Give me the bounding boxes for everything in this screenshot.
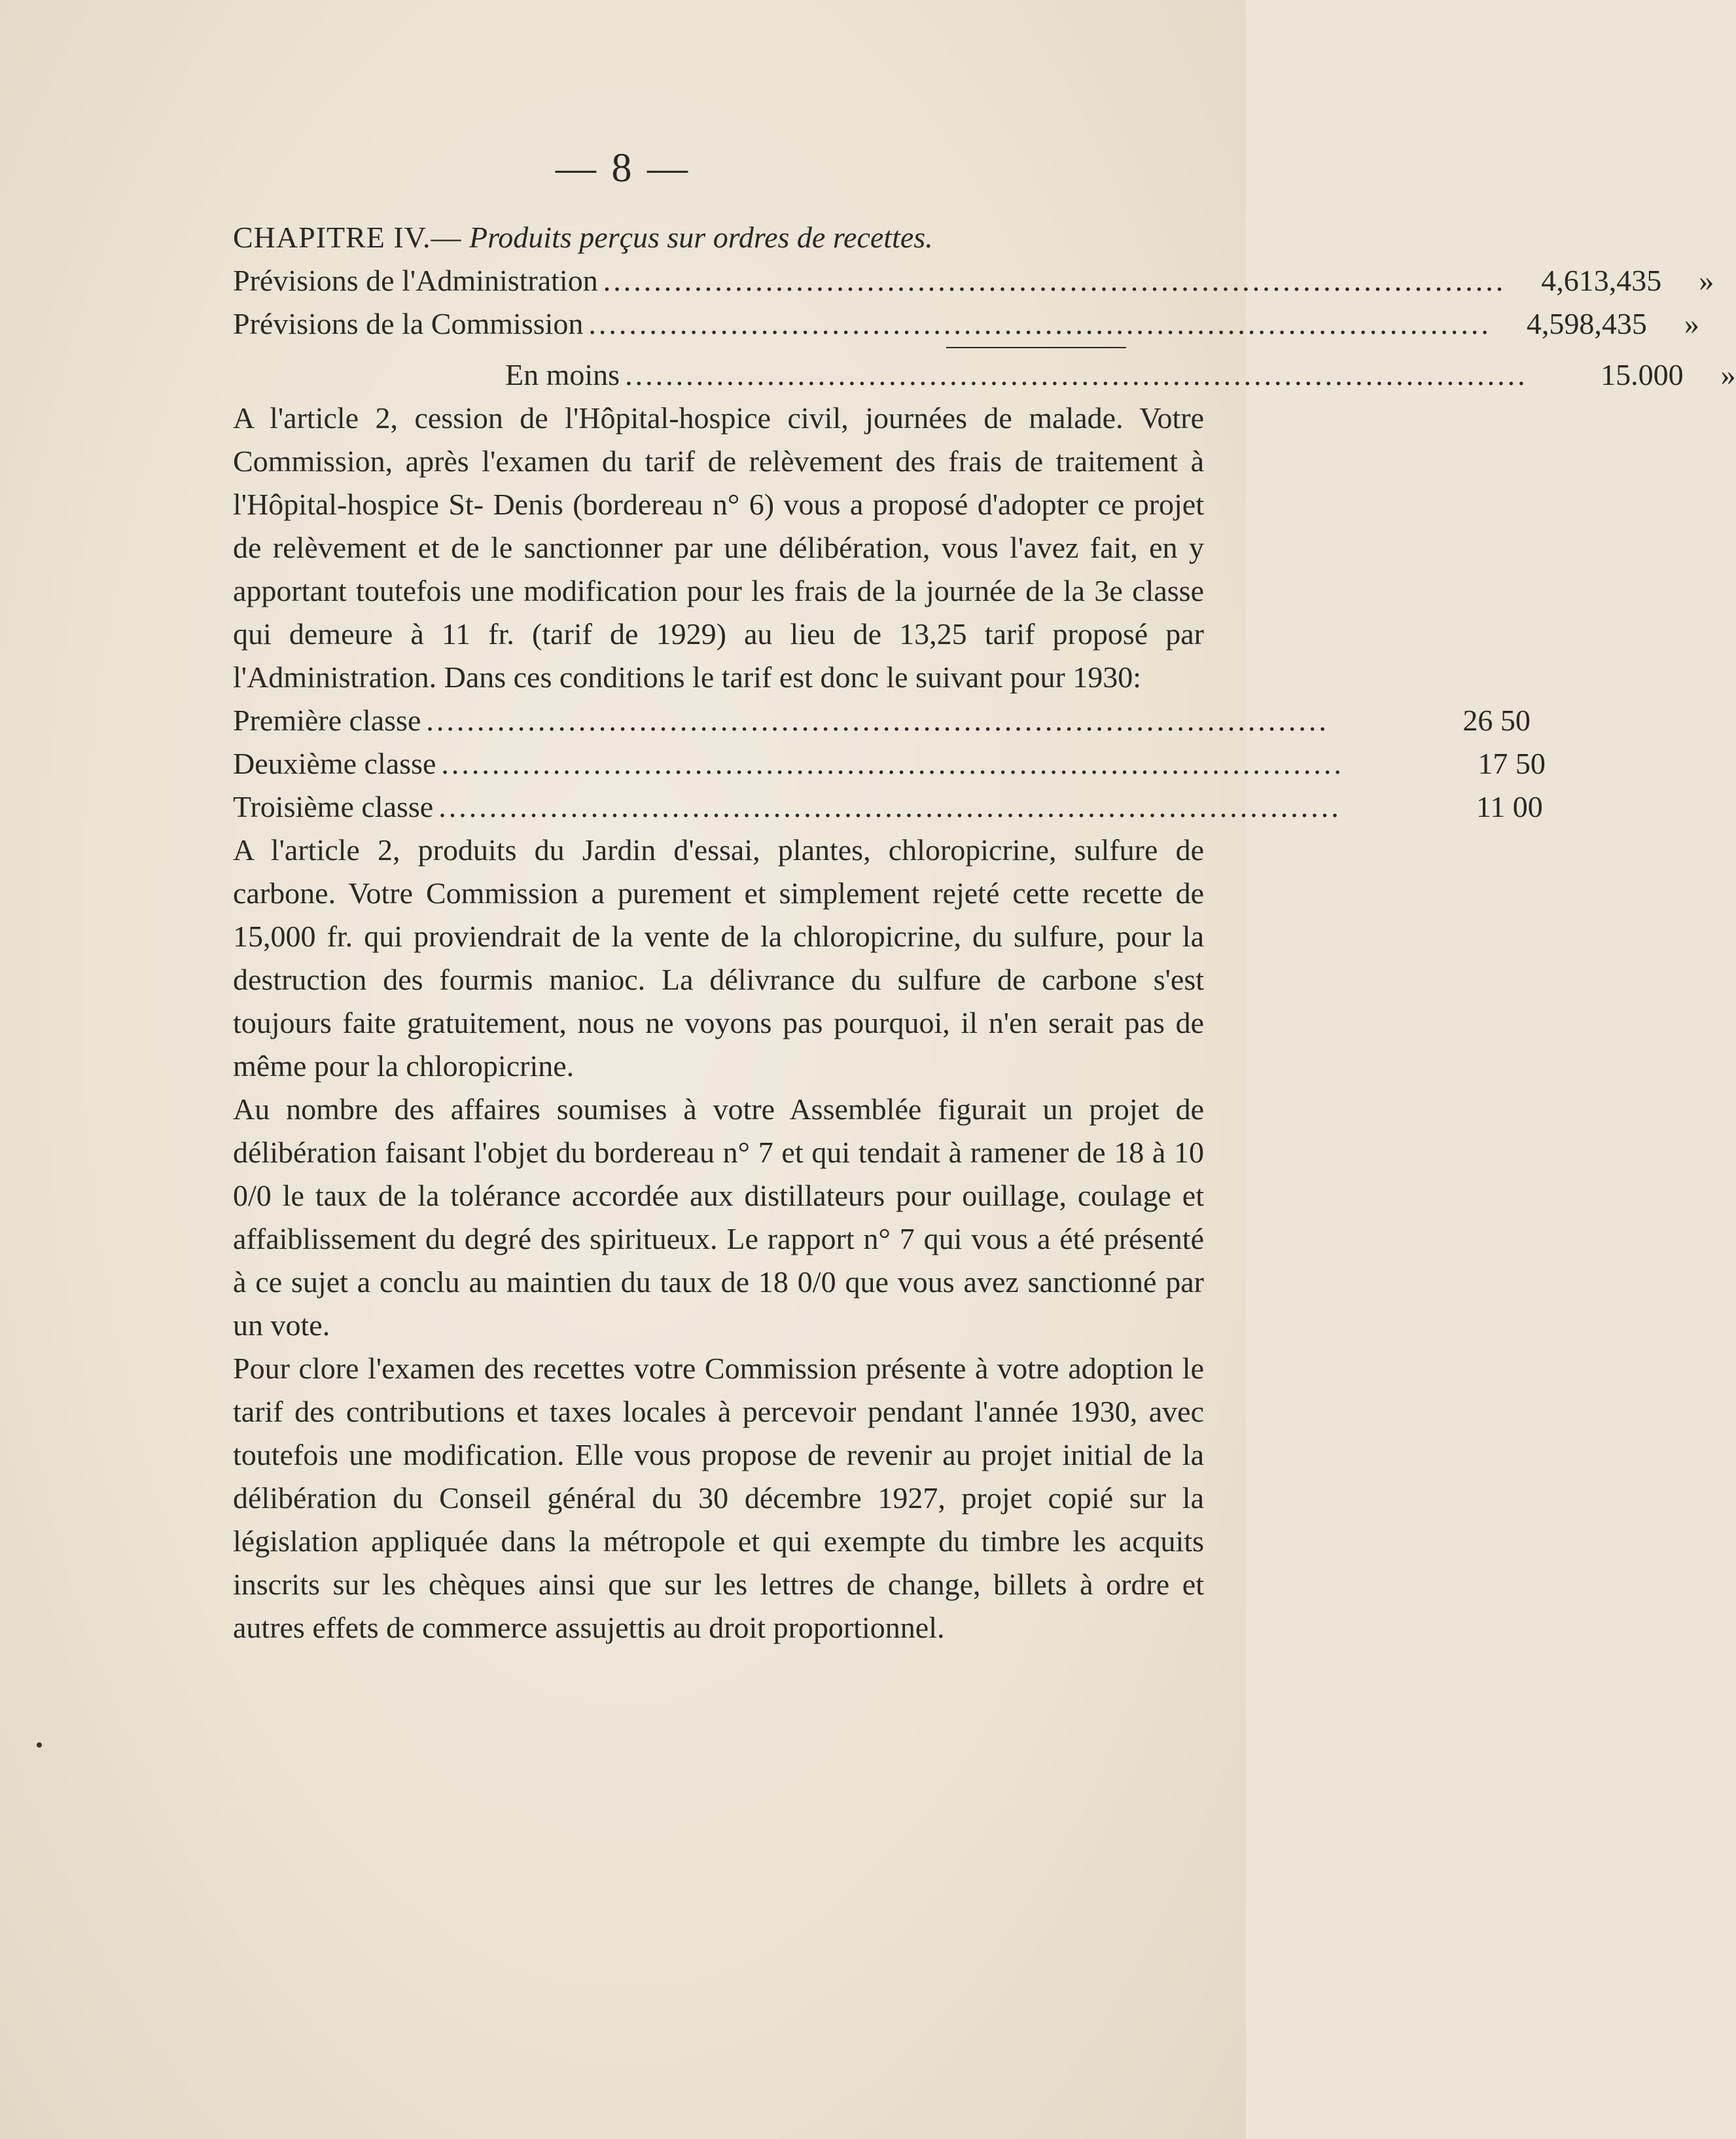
class-row-second <box>233 742 1546 785</box>
forecast-unit: » <box>1684 307 1699 340</box>
total-row <box>233 353 1736 397</box>
class-amount: 17 50 <box>1478 747 1546 780</box>
leader-dots: ......................................................................................... <box>426 704 1329 737</box>
paragraph-hospital-fees: A l'article 2, cession de l'Hôpital-hospice civil, journées de malade. Votre Commission, après l'examen du tarif de relèvement des frais de traitement à l'Hôpital-hospice St- Denis (bordereau n° 6) vous a proposé d'adopter ce projet de relèvement et de le sanctionner par une délibération, vous l'avez fait, en y apportant toutefois une modification pour les frais de la journée de la 3e classe qui demeure à 11 fr. (tarif de 1929) au lieu de 13,25 tarif proposé par l'Administration. Dans ces conditions le tarif est donc le suivant pour 1930: <box>233 401 1204 694</box>
leader-dots: ......................................................................................... <box>625 358 1528 391</box>
forecast-row-administration <box>233 259 1714 302</box>
total-label: En moins <box>505 358 620 391</box>
class-amount: 26 50 <box>1462 704 1531 737</box>
class-label: Première classe <box>233 704 421 737</box>
paragraph-distillers-tolerance: Au nombre des affaires soumises à votre Assemblée figurait un projet de délibération faisant l'objet du bordereau n° 7 et qui tendait à ramener de 18 à 10 0/0 le taux de la tolérance accordée aux distillateurs pour ouillage, coulage et affaiblissement du degré des spiritueux. Le rapport n° 7 qui vous a été présenté à ce sujet a conclu au maintien du taux de 18 0/0 que vous avez sanctionné par un vote. <box>233 1092 1204 1342</box>
forecast-unit: » <box>1699 264 1714 297</box>
total-rule <box>946 347 1126 348</box>
margin-dot <box>37 1742 42 1748</box>
chapter-label: CHAPITRE IV.— <box>233 221 462 254</box>
forecast-label: Prévisions de l'Administration <box>233 264 598 297</box>
forecast-row-commission <box>233 302 1699 346</box>
leader-dots: ......................................................................................... <box>438 790 1341 823</box>
class-row-third <box>233 785 1543 829</box>
forecast-amount: 4,613,435 <box>1541 264 1662 297</box>
paragraph-garden-products: A l'article 2, produits du Jardin d'essai, plantes, chloropicrine, sulfure de carbone. Votre Commission a purement et simplement rejeté cette recette de 15,000 fr. qui proviendrait de la vente de la chloropicrine, du sulfure, pour la destruction des fourmis manioc. La délivrance du sulfure de carbone s'est toujours faite gratuitement, nous ne voyons pas pourquoi, il n'en serait pas de même pour la chloropicrine. <box>233 833 1204 1083</box>
chapter-title: Produits perçus sur ordres de recettes. <box>469 221 933 254</box>
class-row-first <box>233 699 1531 742</box>
class-label: Troisième classe <box>233 790 434 823</box>
leader-dots: ......................................................................................... <box>441 747 1344 780</box>
total-unit: » <box>1720 358 1736 391</box>
leader-dots: ......................................................................................... <box>603 264 1506 297</box>
class-amount: 11 00 <box>1476 790 1543 823</box>
forecast-label: Prévisions de la Commission <box>233 307 584 340</box>
paragraph-tax-tariff: Pour clore l'examen des recettes votre Commission présente à votre adoption le tarif des contributions et taxes locales à percevoir pendant l'année 1930, avec toutefois une modification. Elle vous propose de revenir au projet initial de la délibération du Conseil général du 30 décembre 1927, projet copié sur la législation appliquée dans la métropole et qui exempte du timbre les acquits inscrits sur les chèques ainsi que sur les lettres de change, billets à ordre et autres effets de commerce assujettis au droit proportionnel. <box>233 1352 1204 1644</box>
text-block <box>233 216 1736 1649</box>
total-amount: 15.000 <box>1601 358 1684 391</box>
leader-dots: ......................................................................................... <box>588 307 1491 340</box>
chapter-heading <box>233 216 1204 259</box>
page-number: — 8 — <box>556 146 690 190</box>
forecast-amount: 4,598,435 <box>1526 307 1647 340</box>
class-label: Deuxième classe <box>233 747 436 780</box>
